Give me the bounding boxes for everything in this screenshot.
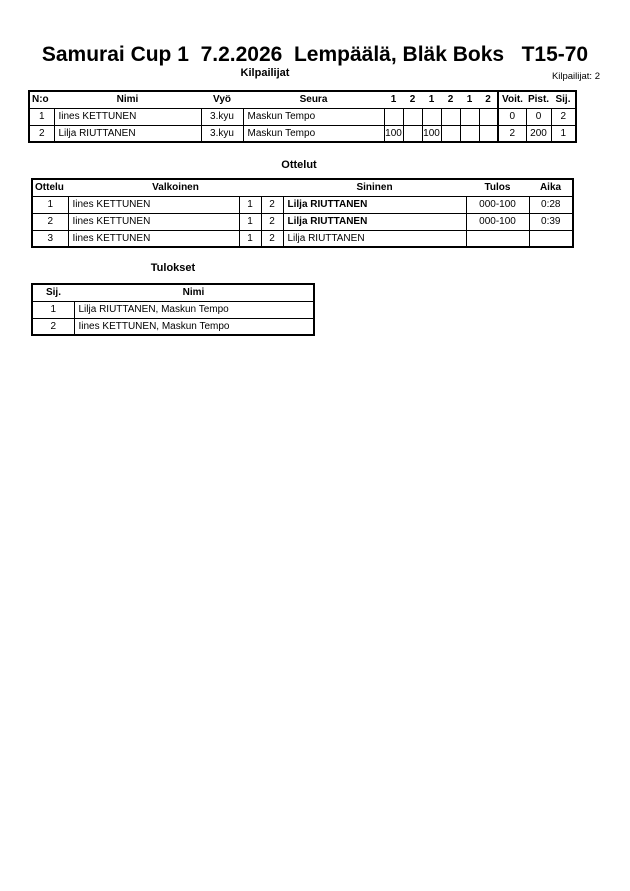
cell-sininen: Lilja RIUTTANEN bbox=[283, 230, 466, 247]
col-header-score3: 1 bbox=[422, 91, 441, 108]
col-header-sij: Sij. bbox=[32, 284, 74, 301]
cell-tulos bbox=[466, 230, 529, 247]
cell-no: 2 bbox=[29, 125, 54, 142]
cell-score bbox=[422, 108, 441, 125]
cell-score bbox=[403, 108, 422, 125]
cell-corner1: 1 bbox=[239, 213, 261, 230]
col-header-ottelu: Ottelu bbox=[32, 179, 68, 196]
cell-aika: 0:39 bbox=[529, 213, 573, 230]
cell-ottelu: 1 bbox=[32, 196, 68, 213]
section-title-ottelut: Ottelut bbox=[281, 159, 317, 171]
cell-nimi: Lilja RIUTTANEN, Maskun Tempo bbox=[74, 301, 314, 318]
cell-sininen: Lilja RIUTTANEN bbox=[283, 196, 466, 213]
col-header-seura: Seura bbox=[243, 91, 384, 108]
cell-corner2: 2 bbox=[261, 213, 283, 230]
competitors-count: Kilpailijat: 2 bbox=[551, 71, 600, 82]
cell-tulos: 000-100 bbox=[466, 213, 529, 230]
cell-seura: Maskun Tempo bbox=[243, 108, 384, 125]
col-header-score4: 2 bbox=[441, 91, 460, 108]
col-header-valkoinen: Valkoinen bbox=[68, 179, 283, 196]
col-header-aika: Aika bbox=[529, 179, 573, 196]
cell-score bbox=[460, 125, 479, 142]
page-title: Samurai Cup 1 7.2.2026 Lempäälä, Bläk Boks T15-70 bbox=[41, 43, 589, 66]
tulokset-header-row bbox=[32, 284, 314, 301]
table-row bbox=[32, 213, 573, 230]
cell-pist: 0 bbox=[526, 108, 551, 125]
table-row bbox=[32, 301, 314, 318]
col-header-pist: Pist. bbox=[526, 91, 551, 108]
table-row bbox=[32, 196, 573, 213]
cell-tulos: 000-100 bbox=[466, 196, 529, 213]
tulokset-table bbox=[31, 283, 313, 336]
col-header-sij: Sij. bbox=[551, 91, 576, 108]
cell-score bbox=[460, 108, 479, 125]
table-row bbox=[32, 318, 314, 335]
cell-aika bbox=[529, 230, 573, 247]
table-row bbox=[29, 125, 576, 142]
kilpailijat-table bbox=[28, 90, 575, 143]
cell-score bbox=[479, 125, 498, 142]
col-header-tulos: Tulos bbox=[466, 179, 529, 196]
table-row bbox=[32, 230, 573, 247]
cell-sininen: Lilja RIUTTANEN bbox=[283, 213, 466, 230]
col-header-score1: 1 bbox=[384, 91, 403, 108]
cell-vyo: 3.kyu bbox=[201, 108, 243, 125]
col-header-nimi: Nimi bbox=[74, 284, 314, 301]
cell-valkoinen: Iines KETTUNEN bbox=[68, 230, 239, 247]
cell-ottelu: 2 bbox=[32, 213, 68, 230]
col-header-score6: 2 bbox=[479, 91, 498, 108]
cell-nimi: Iines KETTUNEN, Maskun Tempo bbox=[74, 318, 314, 335]
section-title-kilpailijat: Kilpailijat bbox=[240, 67, 290, 79]
cell-nimi: Lilja RIUTTANEN bbox=[54, 125, 201, 142]
table-row bbox=[29, 108, 576, 125]
section-title-tulokset: Tulokset bbox=[150, 262, 196, 274]
cell-sij: 1 bbox=[551, 125, 576, 142]
cell-corner2: 2 bbox=[261, 196, 283, 213]
cell-score: 100 bbox=[422, 125, 441, 142]
kilpailijat-header-row bbox=[29, 91, 576, 108]
cell-voit: 0 bbox=[498, 108, 526, 125]
cell-no: 1 bbox=[29, 108, 54, 125]
cell-vyo: 3.kyu bbox=[201, 125, 243, 142]
cell-sij: 1 bbox=[32, 301, 74, 318]
cell-aika: 0:28 bbox=[529, 196, 573, 213]
col-header-no: N:o bbox=[29, 91, 54, 108]
cell-score bbox=[403, 125, 422, 142]
cell-valkoinen: Iines KETTUNEN bbox=[68, 213, 239, 230]
ottelut-table bbox=[31, 178, 572, 248]
cell-voit: 2 bbox=[498, 125, 526, 142]
cell-nimi: Iines KETTUNEN bbox=[54, 108, 201, 125]
cell-score bbox=[479, 108, 498, 125]
col-header-nimi: Nimi bbox=[54, 91, 201, 108]
cell-corner1: 1 bbox=[239, 196, 261, 213]
col-header-score2: 2 bbox=[403, 91, 422, 108]
cell-sij: 2 bbox=[551, 108, 576, 125]
cell-sij: 2 bbox=[32, 318, 74, 335]
cell-score bbox=[441, 125, 460, 142]
cell-seura: Maskun Tempo bbox=[243, 125, 384, 142]
col-header-score5: 1 bbox=[460, 91, 479, 108]
cell-corner2: 2 bbox=[261, 230, 283, 247]
col-header-voit: Voit. bbox=[498, 91, 526, 108]
cell-pist: 200 bbox=[526, 125, 551, 142]
cell-valkoinen: Iines KETTUNEN bbox=[68, 196, 239, 213]
cell-corner1: 1 bbox=[239, 230, 261, 247]
ottelut-header-row bbox=[32, 179, 573, 196]
cell-score bbox=[384, 108, 403, 125]
cell-score: 100 bbox=[384, 125, 403, 142]
cell-score bbox=[441, 108, 460, 125]
cell-ottelu: 3 bbox=[32, 230, 68, 247]
col-header-sininen: Sininen bbox=[283, 179, 466, 196]
col-header-vyo: Vyö bbox=[201, 91, 243, 108]
